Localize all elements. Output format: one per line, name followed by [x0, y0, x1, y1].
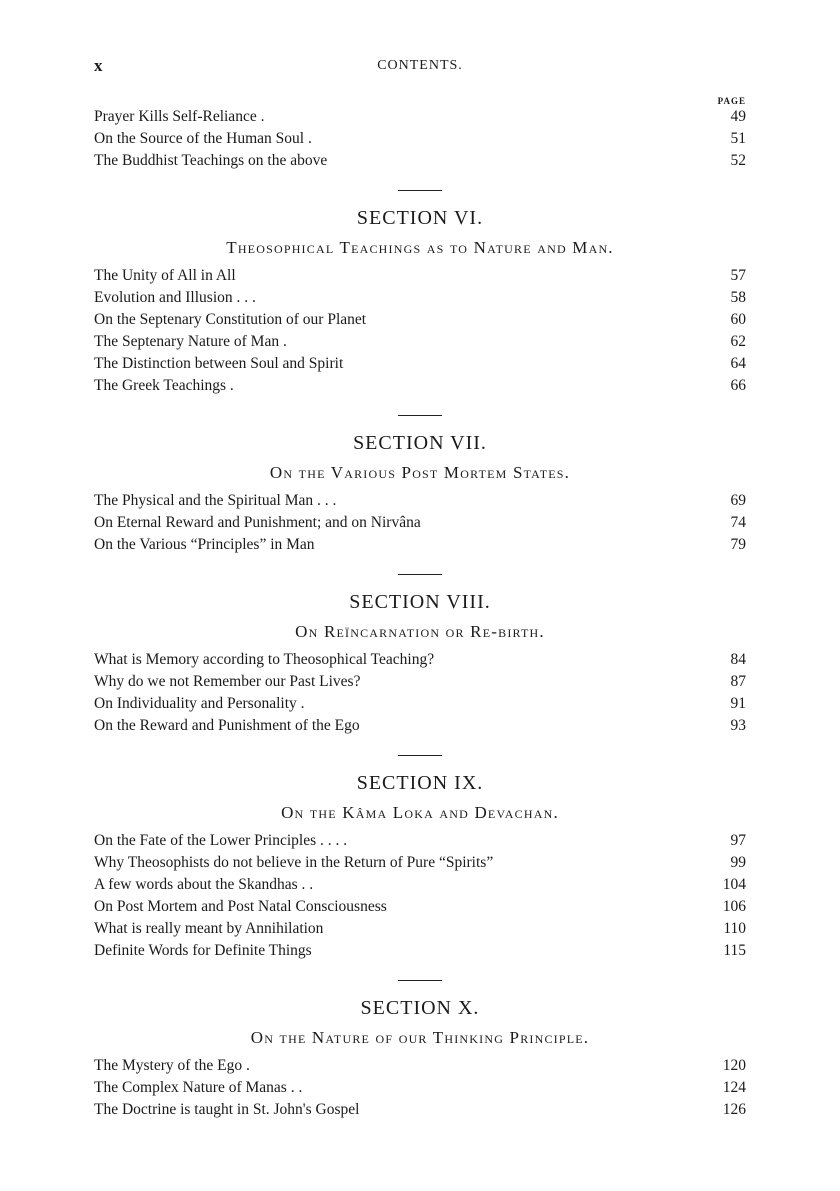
section-divider	[398, 415, 442, 416]
toc-entry	[94, 267, 746, 289]
section-subtitle: On the Nature of our Thinking Principle.	[250, 1028, 590, 1047]
toc-entry	[94, 832, 746, 854]
entry-title: The Buddhist Teachings on the above	[94, 152, 328, 169]
entry-title: The Greek Teachings .	[94, 377, 234, 394]
entry-title: Why Theosophists do not believe in the Return of Pure “Spirits”	[94, 854, 494, 871]
entry-page: 84	[730, 651, 746, 668]
entry-title: On the Fate of the Lower Principles . . . .	[94, 832, 348, 849]
section-entries	[94, 651, 746, 739]
section-divider	[398, 980, 442, 981]
page-folio: x	[94, 56, 103, 75]
entry-page: 110	[723, 920, 746, 937]
entry-title: Prayer Kills Self-Reliance .	[94, 108, 265, 125]
section-entries	[94, 1057, 746, 1123]
entry-title: Evolution and Illusion . . .	[94, 289, 256, 306]
entry-page: 60	[730, 311, 746, 328]
section-entries	[94, 492, 746, 558]
running-title: CONTENTS.	[377, 58, 463, 73]
section-subtitle: On the Kâma Loka and Devachan.	[281, 803, 559, 822]
section-divider	[398, 574, 442, 575]
entry-title: On the Source of the Human Soul .	[94, 130, 312, 147]
entry-page: 52	[730, 152, 746, 169]
entry-page: 93	[730, 717, 746, 734]
entry-title: The Septenary Nature of Man .	[94, 333, 287, 350]
toc-entry	[94, 377, 746, 399]
entry-title: The Physical and the Spiritual Man . . .	[94, 492, 337, 509]
section-heading: SECTION VIII.	[349, 591, 491, 613]
section-heading: SECTION IX.	[356, 772, 484, 794]
toc-entry	[94, 289, 746, 311]
entry-title: The Doctrine is taught in St. John's Gospel	[94, 1101, 360, 1118]
entry-page: 49	[730, 108, 746, 125]
toc-entry	[94, 152, 746, 174]
entry-page: 115	[723, 942, 746, 959]
entry-title: On Individuality and Personality .	[94, 695, 305, 712]
entry-title: Definite Words for Definite Things	[94, 942, 312, 959]
toc-entry	[94, 311, 746, 333]
toc-entry	[94, 492, 746, 514]
entry-page: 57	[730, 267, 746, 284]
entry-title: On Eternal Reward and Punishment; and on Nirvâna	[94, 514, 421, 531]
section-divider	[398, 190, 442, 191]
toc-entry	[94, 536, 746, 558]
toc-entry	[94, 673, 746, 695]
toc-entry	[94, 130, 746, 152]
entry-title: The Complex Nature of Manas . .	[94, 1079, 303, 1096]
toc-entry	[94, 1057, 746, 1079]
entry-title: A few words about the Skandhas . .	[94, 876, 314, 893]
page-column-label: PAGE	[717, 96, 746, 106]
section-subtitle: On the Various Post Mortem States.	[269, 463, 571, 482]
toc-entry	[94, 695, 746, 717]
entry-page: 91	[730, 695, 746, 712]
toc-entry	[94, 108, 746, 130]
entry-title: On the Septenary Constitution of our Planet	[94, 311, 367, 328]
section-heading: SECTION VII.	[353, 432, 487, 454]
toc-entry	[94, 355, 746, 377]
entry-title: What is Memory according to Theosophical Teaching?	[94, 651, 435, 668]
section-entries	[94, 267, 746, 399]
section-entries	[94, 832, 746, 964]
page-header	[94, 52, 746, 80]
intro-entries	[94, 108, 746, 174]
entry-page: 79	[730, 536, 746, 553]
toc-entry	[94, 717, 746, 739]
toc-entry	[94, 1079, 746, 1101]
entry-page: 124	[722, 1079, 746, 1096]
entry-page: 120	[722, 1057, 746, 1074]
contents-page	[94, 52, 746, 1123]
entry-page: 126	[722, 1101, 746, 1118]
toc-entry	[94, 1101, 746, 1123]
toc-entry	[94, 333, 746, 355]
entry-title: On Post Mortem and Post Natal Consciousness	[94, 898, 387, 915]
entry-page: 69	[730, 492, 746, 509]
toc-entry	[94, 920, 746, 942]
entry-page: 97	[730, 832, 746, 849]
entry-page: 87	[730, 673, 746, 690]
entry-title: Why do we not Remember our Past Lives?	[94, 673, 361, 690]
entry-title: The Unity of All in All	[94, 267, 236, 284]
entry-page: 66	[730, 377, 746, 394]
toc-entry	[94, 854, 746, 876]
entry-page: 51	[730, 130, 746, 147]
section-heading: SECTION VI.	[356, 207, 484, 229]
section-subtitle: Theosophical Teachings as to Nature and Man.	[226, 238, 614, 257]
entry-title: The Mystery of the Ego .	[94, 1057, 250, 1074]
toc-entry	[94, 514, 746, 536]
section-heading: SECTION X.	[360, 997, 480, 1019]
toc-entry	[94, 651, 746, 673]
entry-page: 74	[730, 514, 746, 531]
toc-entry	[94, 876, 746, 898]
entry-page: 58	[730, 289, 746, 306]
entry-title: On the Various “Principles” in Man	[94, 536, 315, 553]
section-divider	[398, 755, 442, 756]
entry-page: 106	[722, 898, 746, 915]
entry-page: 64	[730, 355, 746, 372]
entry-title: What is really meant by Annihilation	[94, 920, 324, 937]
section-subtitle: On Reïncarnation or Re-birth.	[295, 622, 545, 641]
entry-page: 62	[730, 333, 746, 350]
entry-page: 99	[730, 854, 746, 871]
entry-page: 104	[722, 876, 746, 893]
toc-entry	[94, 942, 746, 964]
toc-entry	[94, 898, 746, 920]
entry-title: The Distinction between Soul and Spirit	[94, 355, 344, 372]
entry-title: On the Reward and Punishment of the Ego	[94, 717, 360, 734]
